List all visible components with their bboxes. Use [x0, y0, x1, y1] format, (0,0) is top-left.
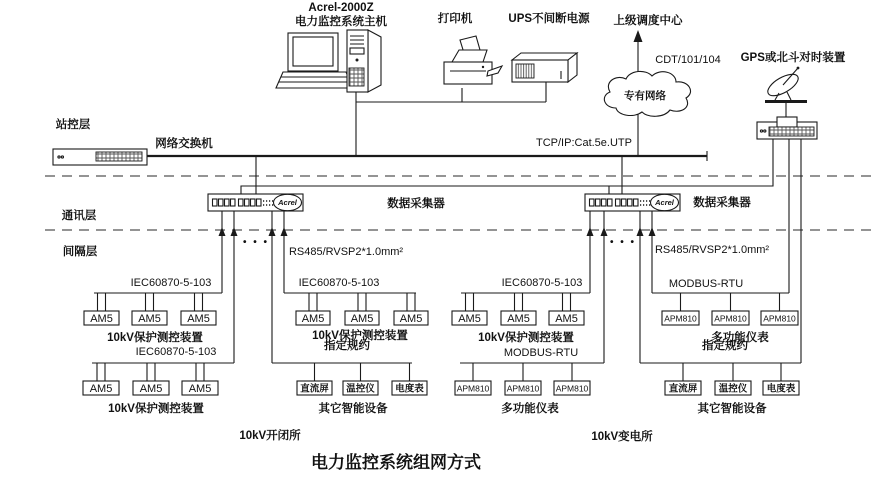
svg-text:AM5: AM5 — [555, 313, 578, 325]
device-group-right-a — [452, 311, 584, 344]
cdt-protocol-label: CDT/101/104 — [655, 54, 721, 66]
group-label: 10kV保护测控装置 — [108, 403, 204, 415]
device-box-apm810 — [662, 311, 699, 325]
satellite-dish-icon — [765, 67, 807, 122]
layer-label-communication: 通讯层 — [61, 210, 97, 222]
host-model-label: Acrel-2000Z — [308, 2, 374, 14]
network-switch-icon — [53, 149, 147, 165]
svg-text:AM5: AM5 — [399, 313, 423, 325]
svg-text:AM5: AM5 — [350, 313, 374, 325]
svg-text:AM5: AM5 — [458, 313, 481, 325]
port-lines-right — [590, 211, 652, 363]
switch-label: 网络交换机 — [155, 138, 213, 150]
device-box-am5 — [394, 311, 428, 325]
svg-text:APM810: APM810 — [506, 383, 540, 394]
svg-text:AM5: AM5 — [138, 313, 161, 325]
svg-text:APM810: APM810 — [555, 383, 589, 394]
svg-text:温控仪: 温控仪 — [346, 383, 375, 395]
svg-text:AM5: AM5 — [187, 313, 210, 325]
protocol-label-right-a: IEC60870-5-103 — [501, 277, 583, 289]
printer-label: 打印机 — [437, 13, 473, 25]
device-box-am5 — [132, 311, 167, 325]
protocol-label-right-b: MODBUS-RTU — [503, 347, 579, 359]
device-box-am5 — [182, 381, 218, 395]
device-group-right-b — [455, 381, 590, 415]
tower-slot — [350, 48, 364, 54]
diagram-title: 电力监控系统组网方式 — [311, 453, 481, 472]
gps-port-strip — [769, 127, 814, 136]
rs485-label-right: RS485/RVSP2*1.0mm² — [654, 244, 770, 256]
site-label-left: 10kV开闭所 — [239, 430, 301, 442]
dispatch-arrow-icon — [634, 30, 643, 74]
printer-tray — [452, 50, 487, 62]
data-collector-left — [208, 194, 303, 211]
layer-label-station: 站控层 — [55, 119, 91, 131]
printer-button — [482, 66, 484, 68]
device-box-dc-panel — [297, 381, 332, 395]
tower-vent — [349, 68, 364, 86]
gps-label: GPS或北斗对时装置 — [740, 52, 846, 64]
device-box-apm810 — [455, 381, 491, 395]
acrel-logo: Acrel — [278, 198, 297, 207]
device-box-am5 — [83, 381, 119, 395]
device-box-am5 — [133, 381, 169, 395]
collector-left-label: 数据采集器 — [387, 198, 445, 210]
group-label: 10kV保护测控装置 — [312, 330, 408, 342]
keyboard-icon — [276, 72, 353, 88]
svg-text:AM5: AM5 — [188, 383, 212, 395]
ellipsis-left: • • • — [242, 237, 270, 248]
svg-text:AM5: AM5 — [301, 313, 325, 325]
row1-device-stubs — [98, 293, 780, 311]
peripheral-links — [356, 82, 546, 156]
ellipsis-right: • • • — [609, 237, 637, 248]
svg-text:温控仪: 温控仪 — [718, 383, 748, 395]
site-label-right: 10kV变电所 — [591, 431, 653, 443]
device-box-am5 — [452, 311, 487, 325]
private-network-cloud — [604, 71, 690, 116]
group-label: 其它智能设备 — [697, 403, 767, 415]
acrel-logo: Acrel — [655, 198, 674, 207]
monitor-screen — [293, 37, 333, 66]
dish-feed — [797, 67, 800, 70]
device-group-left-c — [297, 381, 427, 415]
row2-device-stubs — [97, 363, 781, 381]
printer-icon — [444, 36, 502, 84]
device-group-left-d — [296, 311, 428, 352]
device-box-temp-controller — [715, 381, 751, 395]
device-box-energy-meter — [763, 381, 799, 395]
device-box-am5 — [181, 311, 216, 325]
group-label-2: 指定规约 — [324, 340, 370, 352]
rs485-label-left: RS485/RVSP2*1.0mm² — [288, 246, 404, 258]
device-box-energy-meter — [392, 381, 427, 395]
device-box-am5 — [345, 311, 379, 325]
device-box-apm810 — [712, 311, 749, 325]
tcpip-label: TCP/IP:Cat.5e.UTP — [536, 137, 632, 149]
group-label: 其它智能设备 — [318, 403, 388, 415]
svg-text:直流屏: 直流屏 — [668, 383, 698, 395]
svg-text:AM5: AM5 — [90, 313, 113, 325]
svg-text:APM810: APM810 — [714, 313, 747, 324]
tower-power-button — [356, 59, 359, 62]
ups-icon — [512, 53, 577, 82]
group-label: 10kV保护测控装置 — [107, 332, 203, 344]
dispatch-center-label: 上级调度中心 — [613, 15, 683, 27]
port-lines-left — [222, 211, 284, 363]
device-group-right-c — [665, 381, 799, 415]
svg-text:AM5: AM5 — [89, 383, 113, 395]
device-group-left-a — [84, 311, 216, 344]
device-group-left-b — [83, 381, 218, 415]
protocol-label-left-b: IEC60870-5-103 — [135, 346, 217, 358]
gps-device-tab — [777, 117, 797, 127]
svg-text:直流屏: 直流屏 — [300, 383, 329, 395]
device-box-am5 — [84, 311, 119, 325]
svg-text:电度表: 电度表 — [395, 383, 424, 395]
device-box-am5 — [549, 311, 584, 325]
ups-label: UPS不间断电源 — [508, 13, 590, 25]
ups-grill — [516, 64, 534, 78]
device-box-am5 — [501, 311, 536, 325]
layer-label-bay: 间隔层 — [62, 246, 98, 258]
device-box-dc-panel — [665, 381, 701, 395]
group-label-2: 指定规约 — [702, 340, 748, 352]
up-arrow-icon — [634, 30, 643, 42]
ups-top — [512, 53, 577, 60]
printer-body — [444, 62, 492, 84]
device-box-apm810 — [505, 381, 541, 395]
protocol-label-left-d: IEC60870-5-103 — [298, 277, 380, 289]
up-arrow-icons — [219, 227, 656, 236]
svg-text:AM5: AM5 — [507, 313, 530, 325]
gps-time-device — [757, 117, 817, 139]
dish-base — [765, 100, 807, 103]
device-box-apm810 — [761, 311, 798, 325]
cloud-label: 专有网络 — [624, 90, 666, 102]
collector-right-label: 数据采集器 — [693, 197, 751, 209]
svg-text:APM810: APM810 — [456, 383, 490, 394]
group-label: 多功能仪表 — [501, 403, 559, 415]
svg-text:AM5: AM5 — [139, 383, 163, 395]
device-box-temp-controller — [343, 381, 378, 395]
data-collector-right — [585, 194, 680, 211]
device-group-right-d — [662, 311, 798, 352]
group-label: 10kV保护测控装置 — [478, 332, 574, 344]
tower-side — [368, 30, 381, 92]
device-box-apm810 — [554, 381, 590, 395]
host-computer-icon — [276, 30, 381, 92]
host-name-label: 电力监控系统主机 — [295, 16, 387, 28]
protocol-label-left-a: IEC60870-5-103 — [130, 277, 212, 289]
group-label: 多功能仪表 — [711, 332, 769, 344]
protocol-label-right-d: MODBUS-RTU — [668, 278, 744, 290]
svg-text:APM810: APM810 — [664, 313, 697, 324]
device-box-am5 — [296, 311, 330, 325]
switch-port-strip — [96, 152, 142, 161]
svg-text:APM810: APM810 — [763, 313, 796, 324]
svg-text:电度表: 电度表 — [766, 383, 796, 395]
